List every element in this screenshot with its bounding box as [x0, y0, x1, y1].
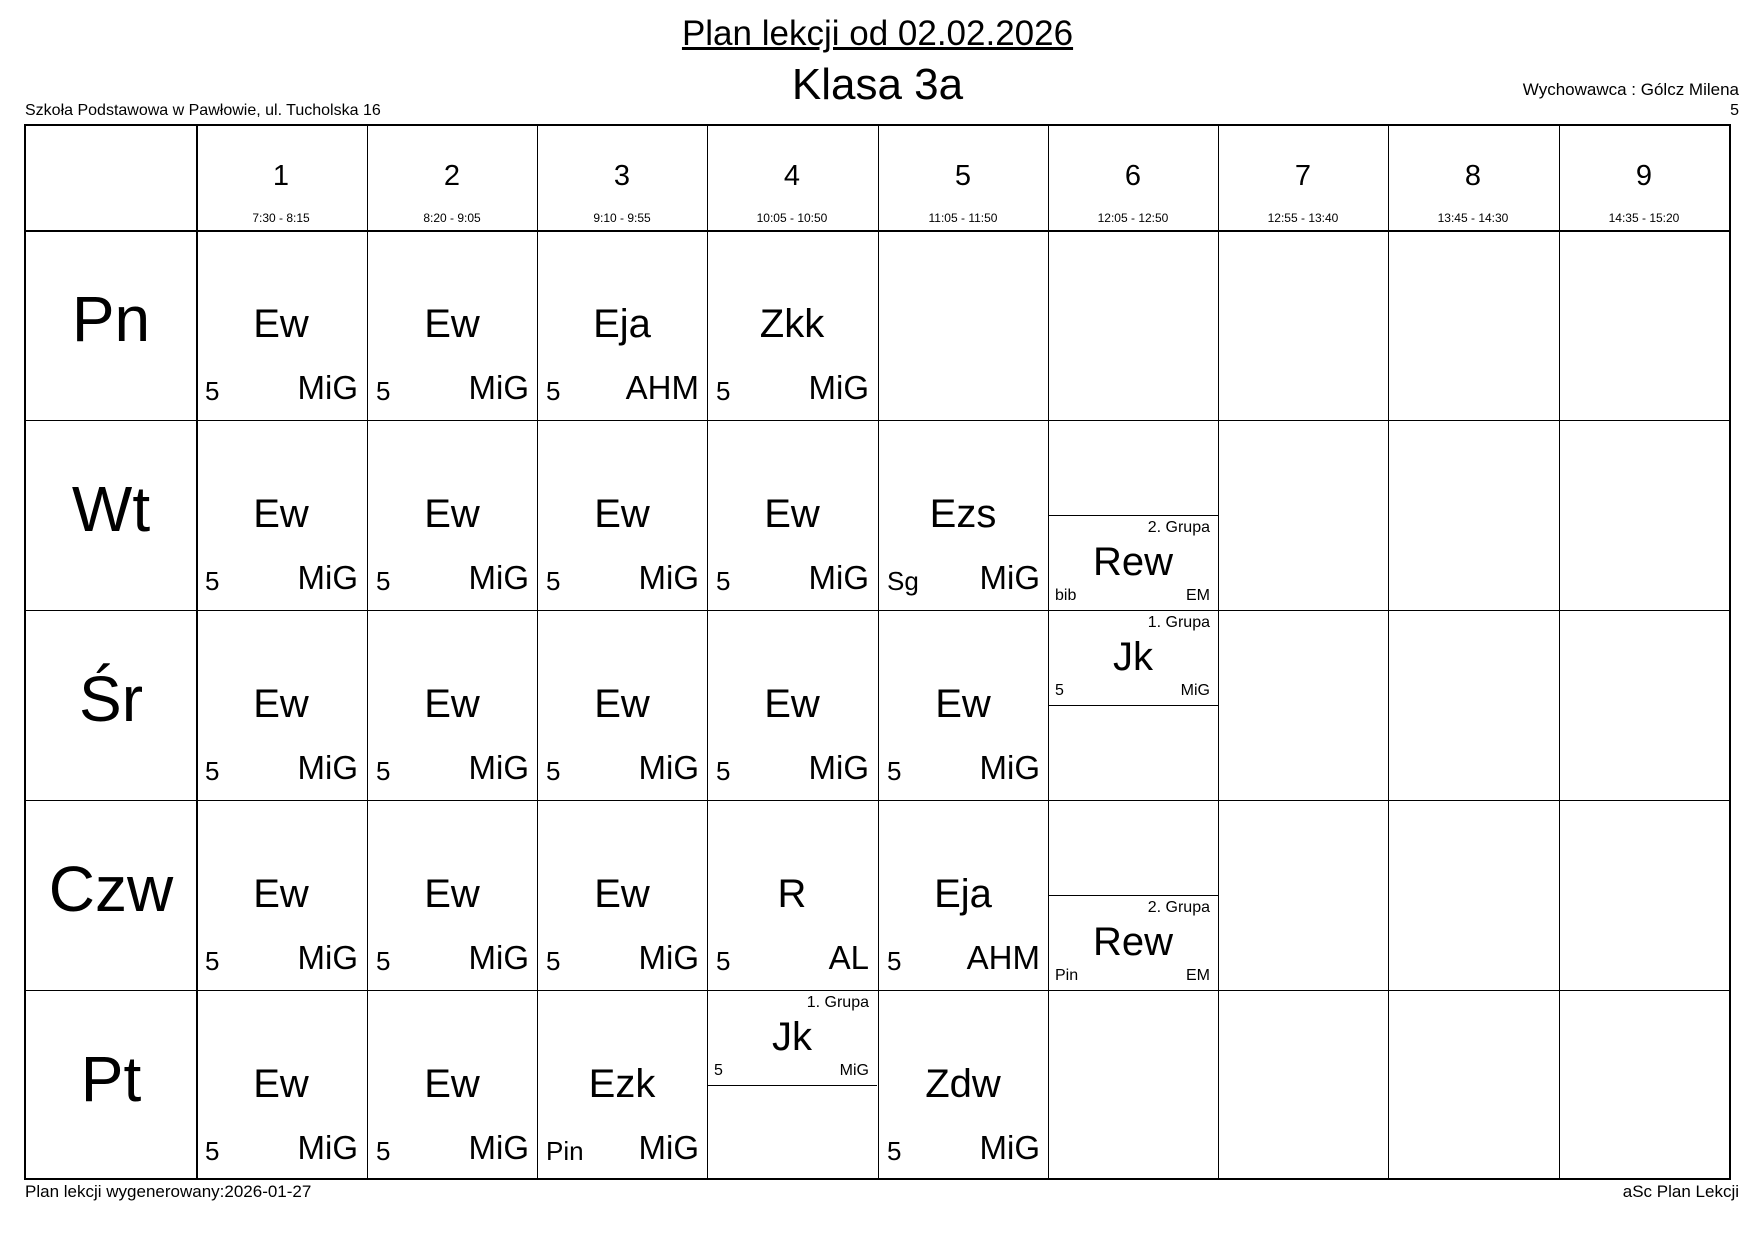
- group-teacher: MiG: [839, 1062, 869, 1079]
- lesson-teacher: MiG: [638, 1129, 699, 1166]
- lesson-room: 5: [546, 946, 561, 976]
- lesson-room: 5: [205, 376, 220, 406]
- lesson-room: Pin: [546, 1136, 584, 1166]
- lesson-teacher: MiG: [979, 749, 1040, 786]
- grid-column-line: [1559, 126, 1560, 1178]
- page-title: Plan lekcji od 02.02.2026: [681, 14, 1074, 53]
- homeroom-teacher: Wychowawca : Gólcz Milena: [1522, 80, 1739, 99]
- lesson-cell: [707, 230, 877, 420]
- group-label: 2. Grupa: [1147, 519, 1210, 536]
- homeroom-room: 5: [1730, 102, 1739, 119]
- lesson-teacher: MiG: [297, 1129, 358, 1166]
- lesson-subject: Ezs: [929, 492, 997, 536]
- group-room: 5: [714, 1062, 723, 1079]
- group-teacher: EM: [1186, 967, 1210, 984]
- lesson-cell: [367, 990, 537, 1180]
- period-time: 8:20 - 9:05: [423, 211, 481, 225]
- period-number: 4: [783, 160, 801, 192]
- lesson-subject: Ew: [253, 682, 309, 726]
- lesson-cell: [537, 420, 707, 610]
- period-number: 6: [1124, 160, 1142, 192]
- lesson-teacher: MiG: [979, 559, 1040, 596]
- day-label: Śr: [79, 663, 143, 735]
- group-label: 2. Grupa: [1147, 899, 1210, 916]
- group-teacher: EM: [1186, 587, 1210, 604]
- lesson-subject: Ew: [424, 682, 480, 726]
- lesson-cell: [196, 230, 366, 420]
- lesson-cell: [878, 420, 1048, 610]
- period-number: 8: [1464, 160, 1482, 192]
- lesson-cell: [537, 230, 707, 420]
- grid-column-line: [1388, 126, 1389, 1178]
- lesson-teacher: MiG: [638, 939, 699, 976]
- group-divider: [707, 1085, 877, 1086]
- lesson-cell: [196, 800, 366, 990]
- period-number: 1: [272, 160, 290, 192]
- class-name: Klasa 3a: [791, 60, 964, 109]
- lesson-teacher: MiG: [638, 559, 699, 596]
- lesson-subject: Ew: [764, 682, 820, 726]
- lesson-cell: [367, 800, 537, 990]
- lesson-room: 5: [205, 756, 220, 786]
- period-time: 14:35 - 15:20: [1608, 211, 1680, 225]
- day-label: Pt: [80, 1043, 142, 1115]
- lesson-subject: Ew: [253, 302, 309, 346]
- lesson-subject: Ew: [424, 872, 480, 916]
- lesson-teacher: MiG: [468, 1129, 529, 1166]
- lesson-teacher: MiG: [468, 559, 529, 596]
- lesson-room: 5: [887, 946, 902, 976]
- grid-column-line: [1218, 126, 1219, 1178]
- lesson-cell: [367, 610, 537, 800]
- lesson-teacher: MiG: [468, 939, 529, 976]
- period-time: 7:30 - 8:15: [252, 211, 310, 225]
- lesson-subject: Ew: [253, 1062, 309, 1106]
- lesson-subject: Ew: [594, 872, 650, 916]
- period-time: 13:45 - 14:30: [1437, 211, 1509, 225]
- software-name: aSc Plan Lekcji: [1622, 1182, 1739, 1201]
- lesson-teacher: MiG: [808, 749, 869, 786]
- period-time: 9:10 - 9:55: [593, 211, 651, 225]
- lesson-teacher: MiG: [808, 559, 869, 596]
- lesson-teacher: AHM: [625, 369, 699, 406]
- lesson-room: 5: [376, 946, 391, 976]
- school-name: Szkoła Podstawowa w Pawłowie, ul. Tucholska 16: [25, 102, 381, 119]
- group-teacher: MiG: [1180, 682, 1210, 699]
- group-lesson-cell: [1048, 515, 1218, 610]
- lesson-teacher: MiG: [297, 559, 358, 596]
- lesson-room: 5: [546, 376, 561, 406]
- lesson-subject: R: [777, 872, 807, 916]
- period-number: 5: [954, 160, 972, 192]
- lesson-room: 5: [205, 946, 220, 976]
- lesson-room: 5: [546, 566, 561, 596]
- lesson-subject: Zkk: [759, 302, 825, 346]
- lesson-room: 5: [205, 566, 220, 596]
- group-room: 5: [1055, 682, 1064, 699]
- day-label: Czw: [48, 853, 174, 925]
- lesson-cell: [878, 990, 1048, 1180]
- lesson-subject: Ew: [764, 492, 820, 536]
- lesson-room: 5: [376, 376, 391, 406]
- lesson-subject: Ew: [424, 492, 480, 536]
- lesson-teacher: MiG: [468, 749, 529, 786]
- lesson-teacher: MiG: [979, 1129, 1040, 1166]
- lesson-subject: Ew: [935, 682, 991, 726]
- lesson-cell: [367, 230, 537, 420]
- day-label: Pn: [71, 283, 151, 355]
- lesson-cell: [196, 990, 366, 1180]
- group-divider: [1048, 705, 1218, 706]
- lesson-cell: [537, 610, 707, 800]
- lesson-cell: [707, 420, 877, 610]
- lesson-cell: [537, 990, 707, 1180]
- lesson-cell: [707, 800, 877, 990]
- lesson-room: 5: [716, 376, 731, 406]
- lesson-teacher: MiG: [297, 369, 358, 406]
- group-subject: Rew: [1092, 920, 1174, 964]
- lesson-subject: Zdw: [925, 1062, 1001, 1106]
- lesson-room: 5: [376, 1136, 391, 1166]
- group-lesson-cell: [707, 990, 877, 1085]
- group-subject: Jk: [772, 1015, 812, 1059]
- lesson-room: Sg: [887, 566, 919, 596]
- lesson-room: 5: [716, 946, 731, 976]
- lesson-cell: [196, 420, 366, 610]
- lesson-cell: [367, 420, 537, 610]
- period-time: 11:05 - 11:50: [928, 211, 998, 225]
- generated-date: Plan lekcji wygenerowany:2026-01-27: [25, 1182, 312, 1201]
- group-room: Pin: [1055, 967, 1079, 984]
- period-time: 12:55 - 13:40: [1267, 211, 1339, 225]
- lesson-room: 5: [716, 756, 731, 786]
- period-number: 2: [443, 160, 461, 192]
- lesson-cell: [196, 610, 366, 800]
- lesson-subject: Ew: [594, 682, 650, 726]
- lesson-subject: Eja: [934, 872, 992, 916]
- group-room: bib: [1055, 587, 1077, 604]
- lesson-room: 5: [716, 566, 731, 596]
- lesson-room: 5: [546, 756, 561, 786]
- lesson-teacher: AL: [828, 939, 869, 976]
- lesson-subject: Ew: [253, 492, 309, 536]
- lesson-teacher: MiG: [808, 369, 869, 406]
- period-number: 7: [1294, 160, 1312, 192]
- lesson-subject: Eja: [593, 302, 651, 346]
- lesson-room: 5: [205, 1136, 220, 1166]
- group-subject: Rew: [1092, 540, 1174, 584]
- period-time: 10:05 - 10:50: [756, 211, 828, 225]
- timetable-grid: [24, 124, 1731, 1180]
- period-number: 3: [613, 160, 631, 192]
- period-number: 9: [1635, 160, 1653, 192]
- lesson-subject: Ew: [253, 872, 309, 916]
- lesson-teacher: AHM: [966, 939, 1040, 976]
- lesson-room: 5: [376, 756, 391, 786]
- lesson-subject: Ew: [424, 302, 480, 346]
- group-subject: Jk: [1113, 635, 1153, 679]
- lesson-room: 5: [887, 1136, 902, 1166]
- lesson-teacher: MiG: [297, 749, 358, 786]
- lesson-teacher: MiG: [468, 369, 529, 406]
- lesson-cell: [878, 800, 1048, 990]
- lesson-room: 5: [887, 756, 902, 786]
- lesson-room: 5: [376, 566, 391, 596]
- lesson-cell: [707, 610, 877, 800]
- group-lesson-cell: [1048, 895, 1218, 990]
- lesson-cell: [878, 610, 1048, 800]
- lesson-subject: Ew: [424, 1062, 480, 1106]
- lesson-subject: Ew: [594, 492, 650, 536]
- lesson-cell: [537, 800, 707, 990]
- lesson-teacher: MiG: [297, 939, 358, 976]
- lesson-subject: Ezk: [588, 1062, 656, 1106]
- period-time: 12:05 - 12:50: [1097, 211, 1169, 225]
- group-label: 1. Grupa: [1147, 614, 1210, 631]
- group-label: 1. Grupa: [806, 994, 869, 1011]
- lesson-teacher: MiG: [638, 749, 699, 786]
- group-lesson-cell: [1048, 610, 1218, 705]
- day-label: Wt: [71, 473, 151, 545]
